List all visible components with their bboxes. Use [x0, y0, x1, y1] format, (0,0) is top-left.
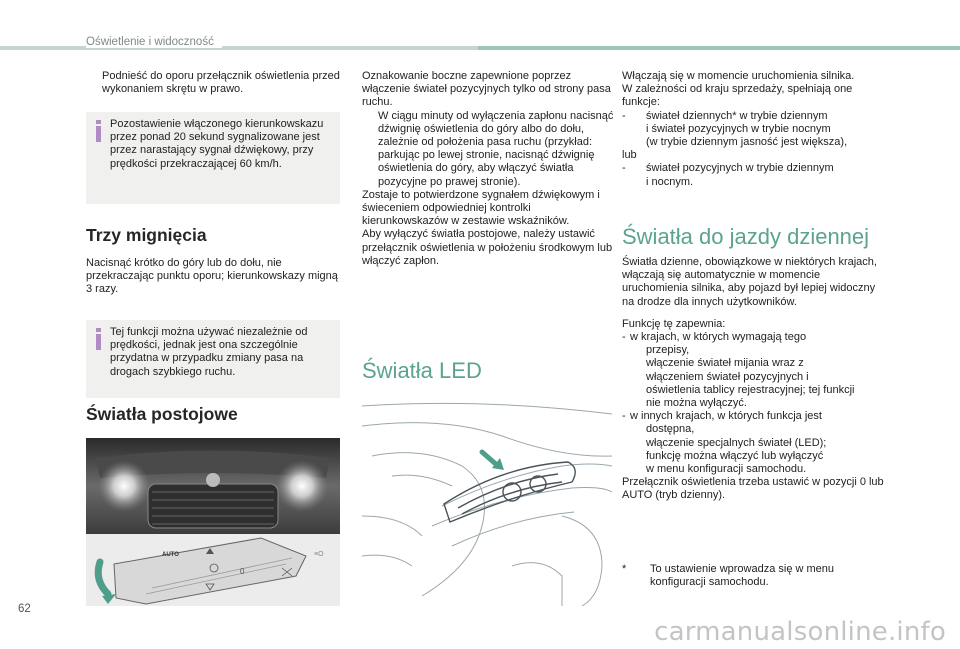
- col2-confirm: Zostaje to potwierdzone sygnałem dźwiękowym i świeceniem odpowiedniej kontrolki kierunkowskazów w zestawie wskaźników.: [362, 188, 600, 228]
- col3-or: lub: [622, 149, 637, 162]
- turn-right-text: Podnieść do oporu przełącznik oświetlenia przed wykonaniem skrętu w prawo.: [102, 70, 340, 96]
- col3-item1: - świateł dziennych* w trybie dziennym i świateł pozycyjnych w trybie nocnym (w trybie dziennym jasność jest większa),: [622, 109, 848, 149]
- stalk-auto-label: AUTO: [162, 552, 179, 558]
- footnote-marker: *: [622, 563, 627, 575]
- heading-swiatla-dzienne: Światła do jazdy dziennej: [622, 224, 870, 249]
- info-icon: [94, 120, 104, 142]
- column-1: [86, 70, 342, 96]
- col2-bullet: [362, 110, 614, 189]
- section-title: Oświetlenie i widoczność: [86, 36, 222, 48]
- turn-right-bullet: [86, 70, 342, 96]
- dash-marker: -: [622, 109, 626, 122]
- col3-dz2: Funkcję tę zapewnia:: [622, 317, 726, 330]
- page-number: 62: [18, 603, 31, 615]
- header-bar-left: [0, 46, 478, 50]
- info-box-lane-change: [86, 320, 340, 398]
- heading-swiatla-led: Światła LED: [362, 358, 482, 383]
- col2-intro: Oznakowanie boczne zapewnione poprzez włączenie świateł pozycyjnych tylko od strony pasa ruchu.: [362, 70, 611, 109]
- col3-p1: Włączają się w momencie uruchomienia silnika.: [622, 70, 855, 82]
- col3-dz1: Światła dzienne, obowiązkowe w niektórych krajach, włączają się automatycznie w momencie uruchomienia silnika, aby pojazd był lepiej widoczny na drodze dla innych użytkowników.: [622, 256, 877, 308]
- col3-func2: - w innych krajach, w których funkcja jest dostępna, włączenie specjalnych świateł (LED); funkcję można włączyć lub wyłączyć w menu konfiguracji samochodu.: [622, 410, 827, 476]
- column-3: [622, 70, 884, 189]
- info-icon: [94, 328, 104, 350]
- lighting-stalk-illustration: [86, 534, 340, 606]
- dash-marker: -: [622, 410, 626, 423]
- car-front-image: [86, 438, 340, 534]
- col3-item2: - świateł pozycyjnych w trybie dziennym i nocnym.: [622, 162, 834, 188]
- car-front-illustration: [86, 438, 340, 534]
- footnote-text: To ustawienie wprowadza się w menu konfiguracji samochodu.: [650, 563, 835, 589]
- lighting-stalk-image: [86, 534, 340, 606]
- footnote: [622, 563, 884, 589]
- heading-trzy-migniecia: Trzy mignięcia: [86, 225, 207, 245]
- col3-func1: - w krajach, w których wymagają tego przepisy, włączenie świateł mijania wraz z włączeniem świateł pozycyjnych i oświetlenia tablicy rejestracyjnej; tej funkcji nie można wyłączyć.: [622, 331, 855, 410]
- info-box-turn-signal: [86, 112, 340, 204]
- led-headlight-illustration: [362, 396, 616, 606]
- dash-marker: -: [622, 331, 626, 344]
- svg-text:≡O: ≡O: [314, 551, 324, 558]
- col3-switch-text: Przełącznik oświetlenia trzeba ustawić w pozycji 0 lub AUTO (tryb dzienny).: [622, 476, 884, 502]
- led-headlight-image: [362, 396, 616, 606]
- trzy-migniecia-text: Nacisnąć krótko do góry lub do dołu, nie przekraczając punktu oporu; kierunkowskazy migną 3 razy.: [86, 257, 338, 296]
- dash-marker: -: [622, 162, 626, 175]
- col2-off: Aby wyłączyć światła postojowe, należy ustawić przełącznik oświetlenia w położeniu środkowym lub włączyć zapłon.: [362, 228, 613, 267]
- info-lane-change-text: Tej funkcji można używać niezależnie od prędkości, jednak jest ona szczególnie przydatna w przypadku zmiany pasa na drogach szybkiego ruchu.: [110, 326, 308, 378]
- watermark: carmanualsonline.info: [654, 617, 946, 647]
- column-3-lower: [622, 256, 884, 503]
- column-2: [362, 70, 614, 268]
- svg-text:0: 0: [240, 567, 245, 576]
- heading-swiatla-postojowe: Światła postojowe: [86, 404, 238, 424]
- info-turn-signal-text: Pozostawienie włączonego kierunkowskazu przez ponad 20 sekund sygnalizowane jest przez narastający sygnał dźwiękowy, przy prędkości przekraczającej 60 km/h.: [110, 118, 324, 170]
- col2-bullet-text: W ciągu minuty od wyłączenia zapłonu nacisnąć dźwignię oświetlenia do góry albo do dołu, zależnie od położenia pasa ruchu (przykład: parkując po lewej stronie, nacisnąć dźwignię oświetlenia do góry, aby włączyć światła pozycyjne po prawej stronie).: [378, 109, 614, 188]
- col3-p2: W zależności od kraju sprzedaży, spełniają one funkcje:: [622, 83, 853, 109]
- header-bar-right: [478, 46, 960, 50]
